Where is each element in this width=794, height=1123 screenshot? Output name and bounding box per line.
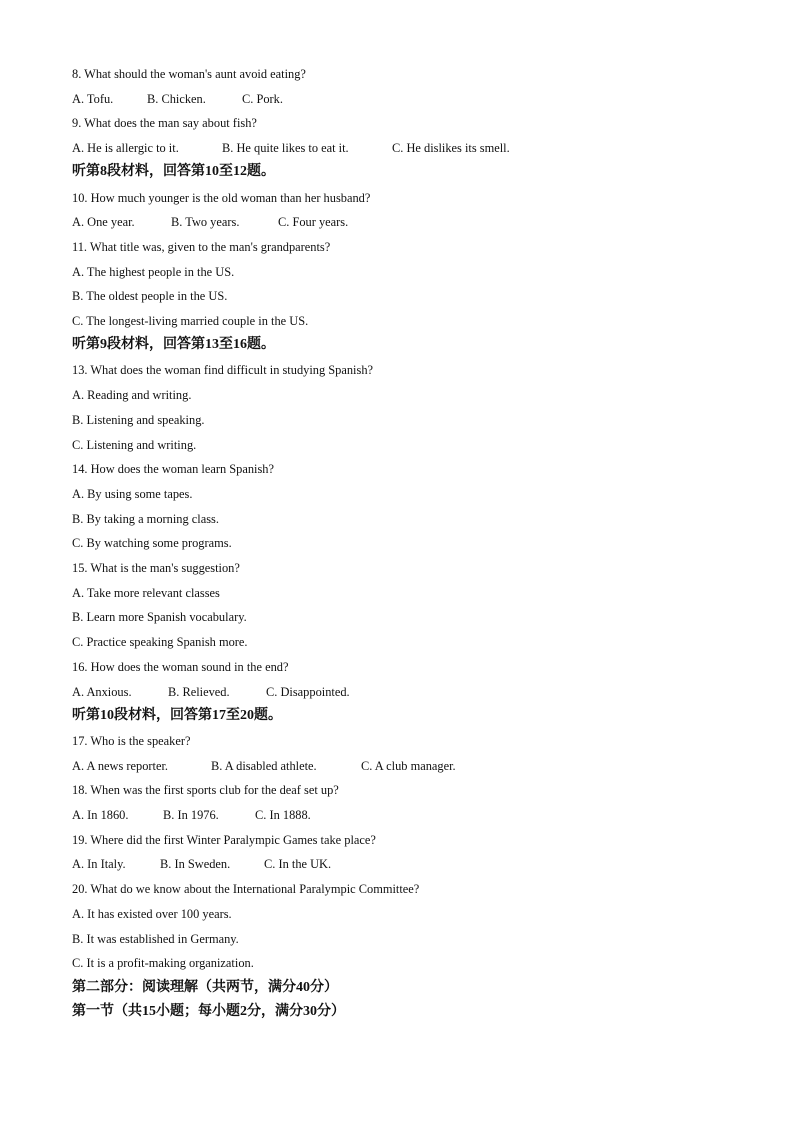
question-13: 13. What does the woman find difficult in studying Spanish?: [72, 363, 374, 377]
option-c: C. It is a profit-making organization.: [72, 956, 254, 970]
option-b: B. A disabled athlete.: [211, 759, 317, 773]
question-19-options: [72, 856, 331, 872]
question-16-options: [72, 684, 350, 700]
question-16: 16. How does the woman sound in the end?: [72, 660, 289, 674]
option-b: B. It was established in Germany.: [72, 932, 239, 946]
question-9: 9. What does the man say about fish?: [72, 116, 257, 130]
option-c: C. Listening and writing.: [72, 438, 197, 452]
option-a: A. Reading and writing.: [72, 388, 192, 402]
option-a: A. In 1860.: [72, 808, 129, 822]
option-a: A. By using some tapes.: [72, 487, 193, 501]
part2-section1-heading: 第一节（共15小题；每小题2分，满分30分）: [72, 1004, 345, 1019]
option-a: A. Tofu.: [72, 92, 114, 106]
option-c: C. In the UK.: [264, 857, 332, 871]
section-heading-8: 听第8段材料，回答第10至12题。: [72, 164, 275, 179]
question-10: 10. How much younger is the old woman than her husband?: [72, 191, 371, 205]
option-c: C. Practice speaking Spanish more.: [72, 635, 248, 649]
option-a: A. In Italy.: [72, 857, 126, 871]
option-a: A. Take more relevant classes: [72, 586, 220, 600]
question-18: 18. When was the first sports club for the deaf set up?: [72, 783, 339, 797]
option-b: B. By taking a morning class.: [72, 512, 219, 526]
option-c: C. Pork.: [242, 92, 283, 106]
option-b: B. The oldest people in the US.: [72, 289, 228, 303]
option-a: A. One year.: [72, 215, 135, 229]
option-b: B. Listening and speaking.: [72, 413, 205, 427]
option-c: C. He dislikes its smell.: [392, 141, 510, 155]
question-19: 19. Where did the first Winter Paralympic Games take place?: [72, 833, 376, 847]
question-17: 17. Who is the speaker?: [72, 734, 191, 748]
option-b: B. Learn more Spanish vocabulary.: [72, 610, 247, 624]
option-a: A. A news reporter.: [72, 759, 169, 773]
question-15: 15. What is the man's suggestion?: [72, 561, 240, 575]
question-18-options: [72, 807, 311, 823]
option-c: C. In 1888.: [255, 808, 311, 822]
question-17-options: [72, 758, 456, 774]
question-14: 14. How does the woman learn Spanish?: [72, 462, 274, 476]
option-c: C. Four years.: [278, 215, 349, 229]
question-20: 20. What do we know about the International Paralympic Committee?: [72, 882, 420, 896]
option-b: B. He quite likes to eat it.: [222, 141, 349, 155]
option-b: B. In Sweden.: [160, 857, 231, 871]
option-a: A. The highest people in the US.: [72, 265, 235, 279]
question-11: 11. What title was, given to the man's grandparents?: [72, 240, 331, 254]
option-b: B. Relieved.: [168, 685, 230, 699]
option-c: C. By watching some programs.: [72, 536, 232, 550]
question-10-options: [72, 214, 348, 230]
question-9-options: [72, 140, 510, 156]
option-b: B. Two years.: [171, 215, 240, 229]
option-c: C. Disappointed.: [266, 685, 350, 699]
option-b: B. In 1976.: [163, 808, 219, 822]
option-a: A. It has existed over 100 years.: [72, 907, 232, 921]
section-heading-10: 听第10段材料，回答第17至20题。: [72, 708, 282, 723]
option-a: A. He is allergic to it.: [72, 141, 179, 155]
section-heading-9: 听第9段材料，回答第13至16题。: [72, 337, 275, 352]
option-c: C. A club manager.: [361, 759, 456, 773]
option-c: C. The longest-living married couple in the US.: [72, 314, 309, 328]
question-8-options: [72, 91, 283, 107]
option-b: B. Chicken.: [147, 92, 206, 106]
option-a: A. Anxious.: [72, 685, 132, 699]
part2-heading: 第二部分：阅读理解（共两节，满分40分）: [72, 980, 338, 995]
question-8: 8. What should the woman's aunt avoid eating?: [72, 67, 306, 81]
